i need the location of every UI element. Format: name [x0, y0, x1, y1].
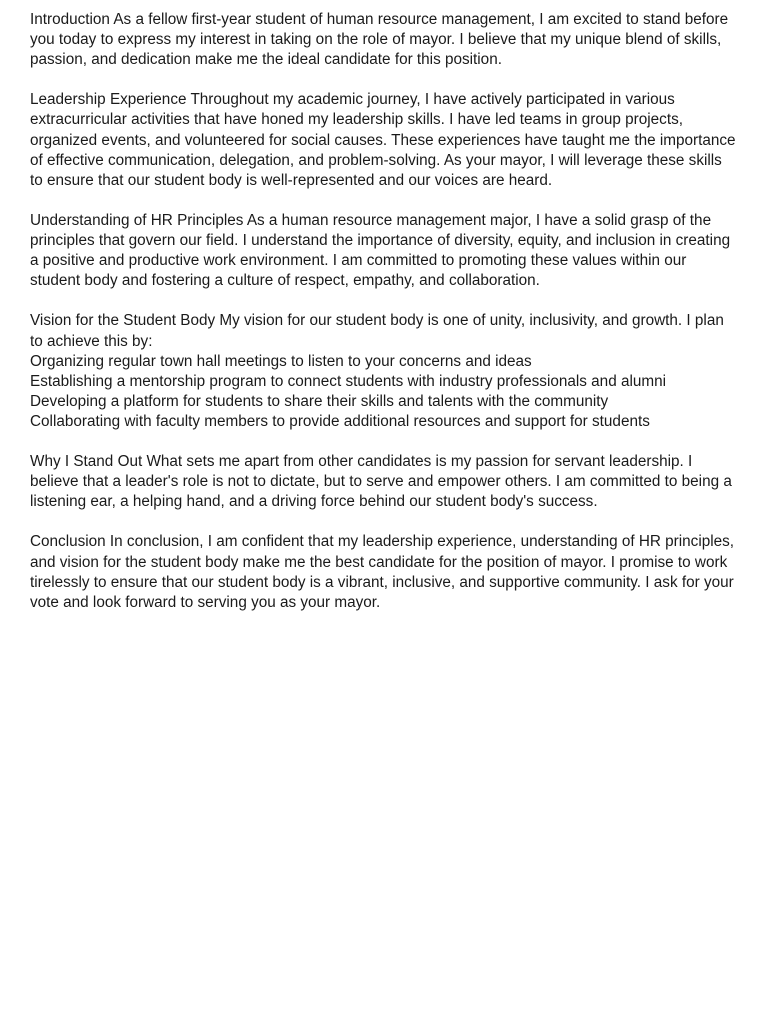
hr-principles-paragraph: Understanding of HR Principles As a human resource management major, I have a solid grasp of the principles that govern our field. I understand the importance of diversity, equity, and inclusion in creating a positive and productive work environment. I am committed to promoting these values within our student body and fostering a culture of respect, empathy, and collaboration. — [30, 211, 731, 290]
why-i-stand-out-paragraph: Why I Stand Out What sets me apart from other candidates is my passion for servant leadership. I believe that a leader's role is not to dictate, but to serve and empower others. I am committed to being a listening ear, a helping hand, and a driving force behind our student body's success. — [30, 453, 732, 511]
vision-list-item: Collaborating with faculty members to provide additional resources and support for students — [30, 412, 650, 430]
vision-list-item: Organizing regular town hall meetings to listen to your concerns and ideas — [30, 352, 532, 370]
introduction-paragraph: Introduction As a fellow first-year student of human resource management, I am excited to stand before you today to express my interest in taking on the role of mayor. I believe that my unique blend of skills, passion, and dedication make me the ideal candidate for this position. — [30, 11, 729, 69]
vision-section — [30, 311, 738, 432]
leadership-experience-paragraph: Leadership Experience Throughout my academic journey, I have actively participated in various extracurricular activities that have honed my leadership skills. I have led teams in group projects, organized events, and volunteered for social causes. These experiences have taught me the importance of effective communication, delegation, and problem-solving. As your mayor, I will leverage these skills to ensure that our student body is well-represented and our voices are heard. — [30, 91, 736, 189]
vision-intro: Vision for the Student Body My vision for our student body is one of unity, inclusivity, and growth. I plan to achieve this by: — [30, 312, 724, 350]
vision-list-item: Establishing a mentorship program to connect students with industry professionals and alumni — [30, 372, 667, 390]
conclusion-paragraph: Conclusion In conclusion, I am confident that my leadership experience, understanding of HR principles, and vision for the student body make me the best candidate for the position of mayor. I promise to work tirelessly to ensure that our student body is a vibrant, inclusive, and supportive community. I ask for your vote and look forward to serving you as your mayor. — [30, 533, 735, 611]
vision-list-item: Developing a platform for students to share their skills and talents with the community — [30, 392, 609, 410]
